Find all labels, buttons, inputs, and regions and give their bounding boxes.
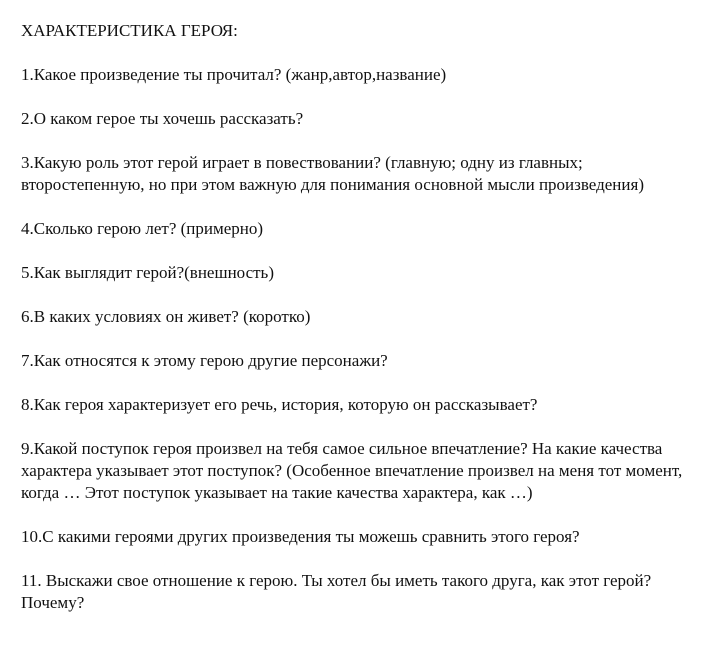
document-heading: ХАРАКТЕРИСТИКА ГЕРОЯ: <box>21 21 238 40</box>
question-6: 6.В каких условиях он живет? (коротко) <box>21 307 311 326</box>
question-3: 3.Какую роль этот герой играет в повествовании? (главную; одну из главных; второстепенную, но при этом важную для понимания основной мысли произведения) <box>21 153 644 194</box>
question-9: 9.Какой поступок героя произвел на тебя самое сильное впечатление? На какие качества характера указывает этот поступок? (Особенное впечатление произвел на меня тот момент, когда … Этот поступок указывает на такие качества характера, как …) <box>21 439 683 502</box>
question-10: 10.С какими героями других произведения ты можешь сравнить этого героя? <box>21 527 580 546</box>
question-8: 8.Как героя характеризует его речь, история, которую он рассказывает? <box>21 395 538 414</box>
question-7: 7.Как относятся к этому герою другие персонажи? <box>21 351 388 370</box>
question-1: 1.Какое произведение ты прочитал? (жанр,автор,название) <box>21 65 447 84</box>
question-2: 2.О каком герое ты хочешь рассказать? <box>21 109 304 128</box>
question-5: 5.Как выглядит герой?(внешность) <box>21 263 274 282</box>
question-4: 4.Сколько герою лет? (примерно) <box>21 219 264 238</box>
question-11: 11. Выскажи свое отношение к герою. Ты хотел бы иметь такого друга, как этот герой? Почему? <box>21 571 652 612</box>
